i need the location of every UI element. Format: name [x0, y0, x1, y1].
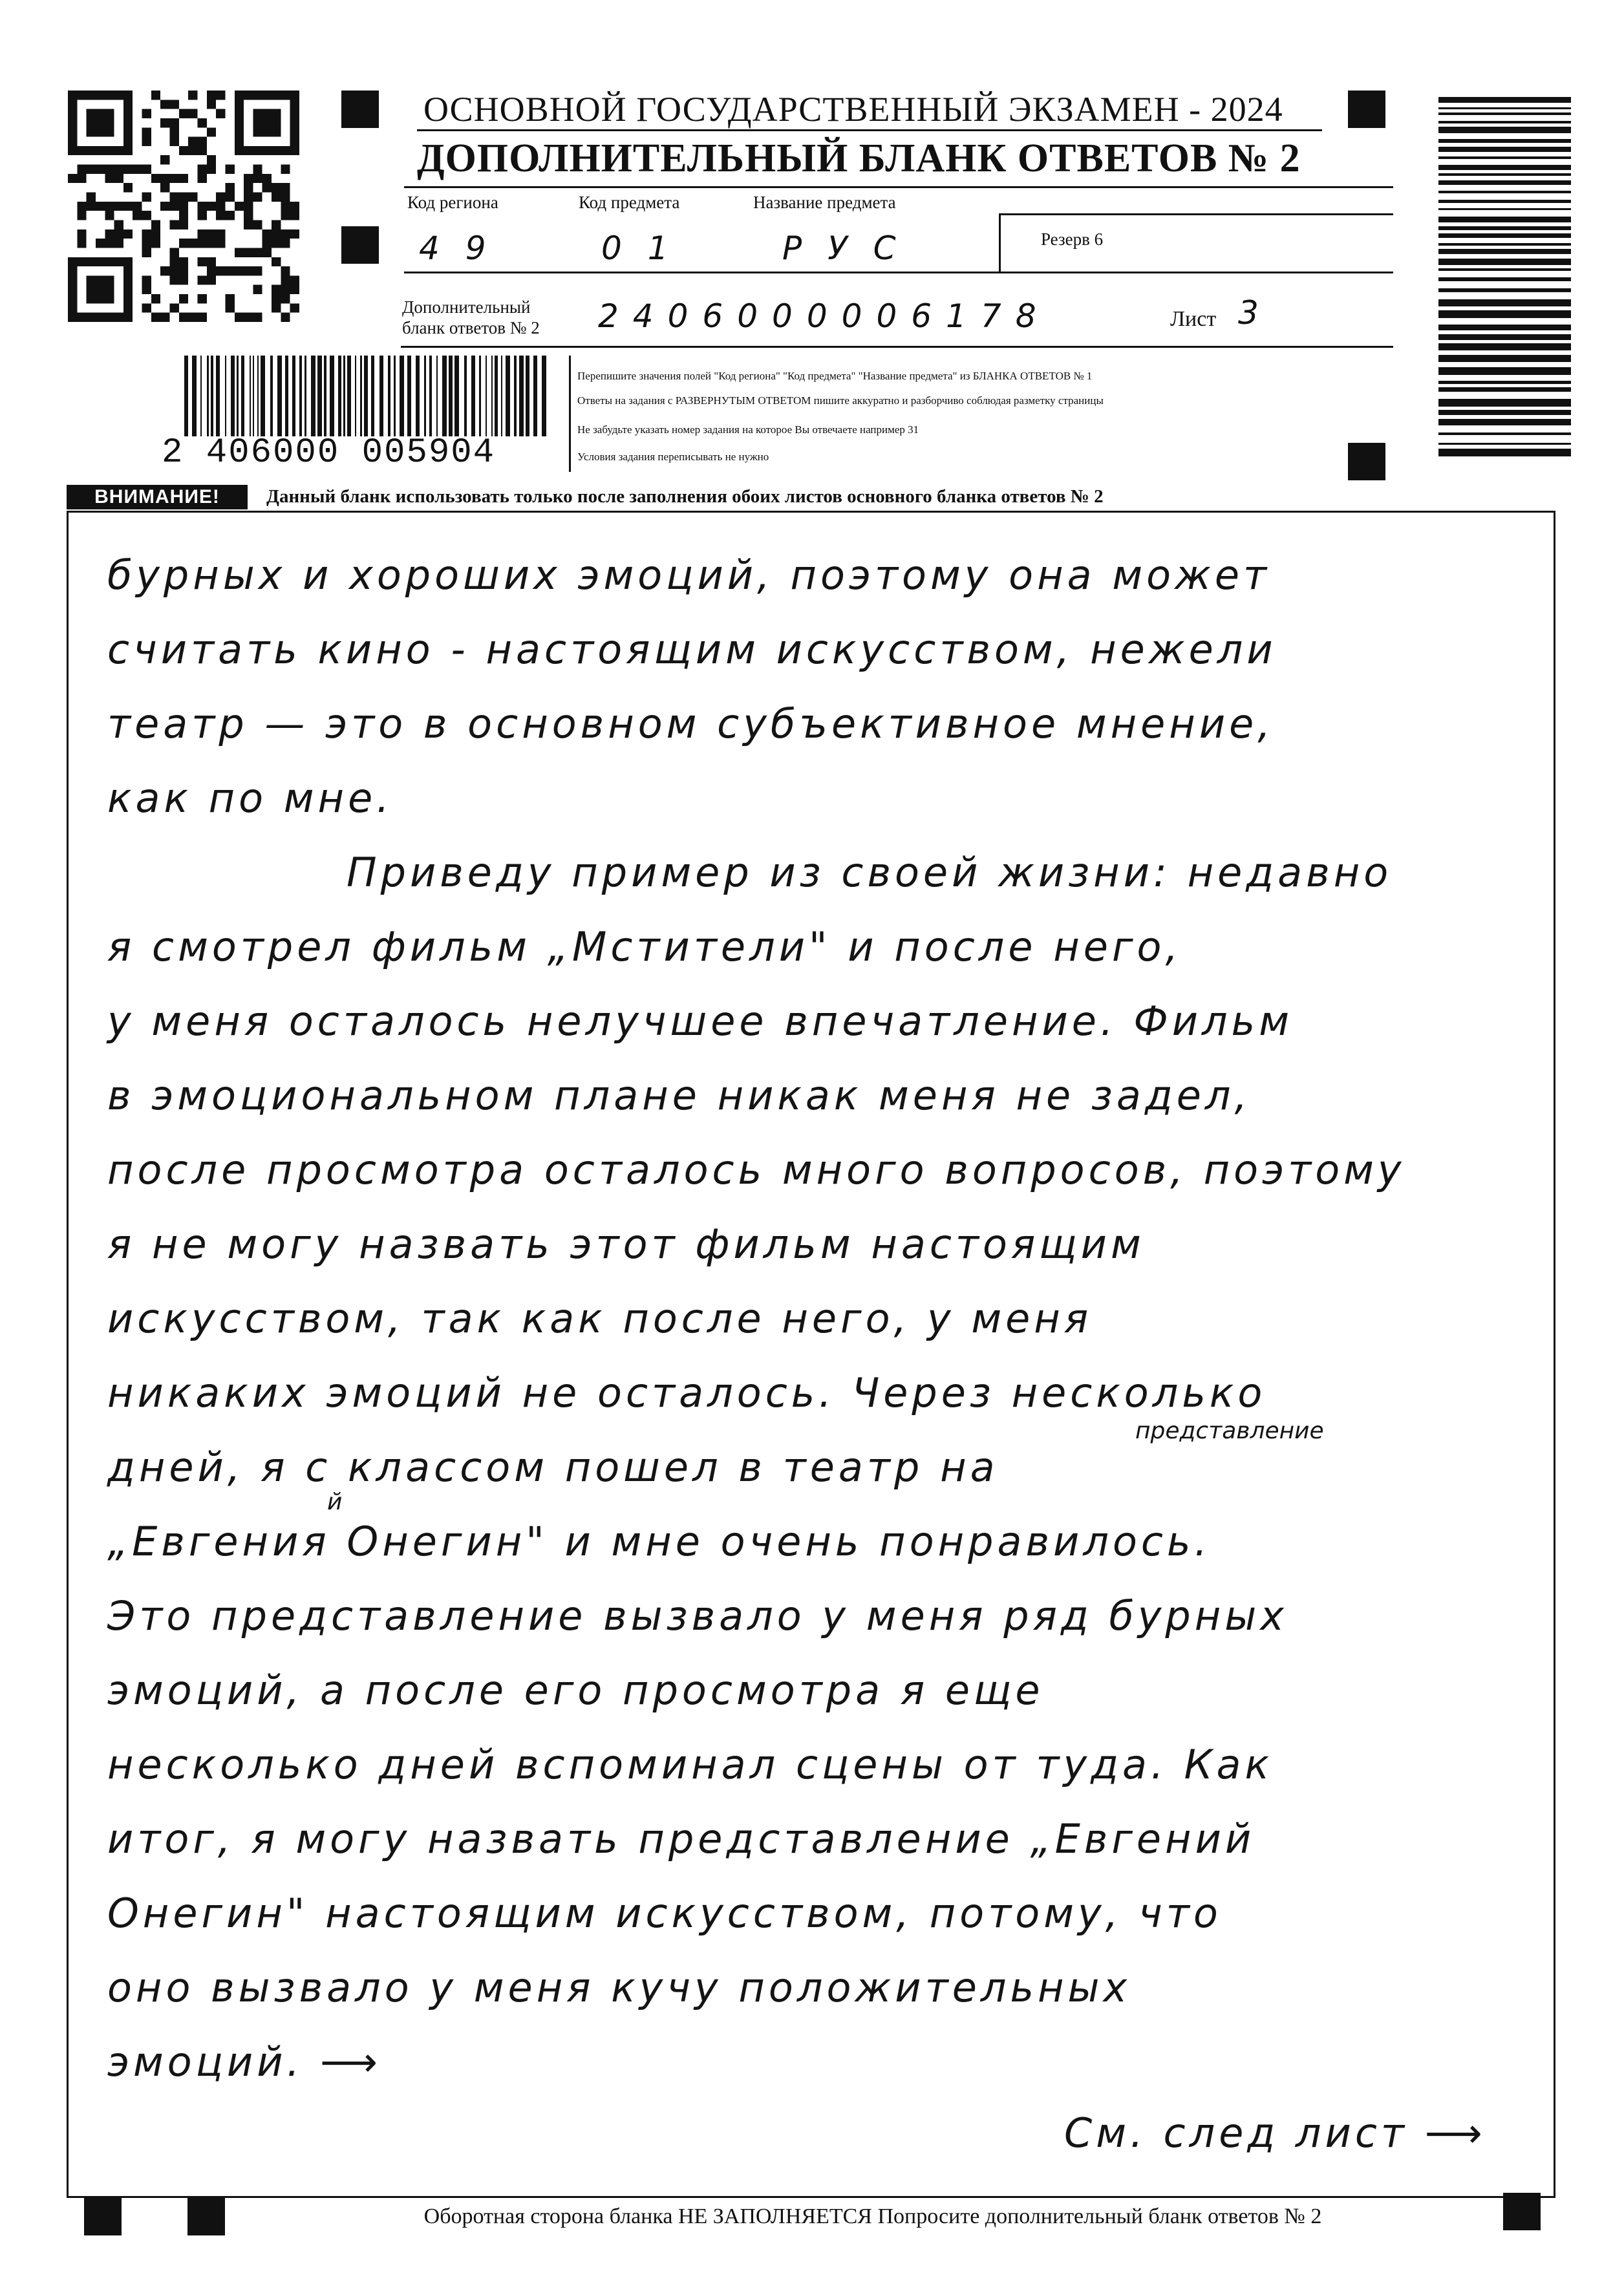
answer-line-5: Приведу пример из своей жизни: недавно	[347, 849, 1393, 896]
extra-form-label-2: бланк ответов № 2	[402, 318, 540, 337]
answer-line-18: итог, я могу назвать представление „Евгений	[107, 1815, 1255, 1862]
alignment-marker-bottom-left-1	[84, 2198, 122, 2235]
alignment-marker-bottom-left-2	[187, 2198, 225, 2235]
fields-bottom-line	[404, 272, 1393, 273]
answer-line-1: бурных и хороших эмоций, поэтому она может	[107, 551, 1271, 599]
reserve-box-left	[999, 213, 1001, 273]
instruction-line-4: Условия задания переписывать не нужно	[577, 451, 769, 463]
form-number-value: 2406000006178	[598, 297, 1051, 335]
reserve-box-top	[999, 213, 1393, 215]
exam-title: ОСНОВНОЙ ГОСУДАРСТВЕННЫЙ ЭКЗАМЕН - 2024	[423, 90, 1283, 129]
inserted-letter: й	[327, 1489, 343, 1515]
footer-note: Оборотная сторона бланка НЕ ЗАПОЛНЯЕТСЯ Попросите дополнительный бланк ответов № 2	[423, 2204, 1322, 2228]
answer-line-14: „Евгения Онегин" и мне очень понравилось.	[107, 1518, 1212, 1565]
answer-line-13: дней, я с классом пошел в театр на	[107, 1444, 999, 1491]
inserted-word: представление	[1135, 1418, 1324, 1444]
answer-line-6: я смотрел фильм „Мстители" и после него,	[107, 923, 1182, 970]
alignment-marker-top-left	[341, 91, 379, 128]
alignment-marker-mid-left	[341, 226, 379, 264]
subject-name-value: РУС	[782, 229, 922, 267]
subject-name-label: Название предмета	[753, 193, 896, 212]
barcode-number: 2 406000 005904	[162, 433, 496, 473]
answer-line-4: как по мне.	[107, 774, 393, 822]
answer-line-15: Это представление вызвало у меня ряд бурных	[107, 1592, 1288, 1639]
alignment-marker-mid-right	[1348, 443, 1385, 480]
region-code-label: Код региона	[407, 193, 498, 212]
answer-line-21: эмоций. ⟶	[107, 2038, 381, 2085]
barcode-right	[1438, 97, 1571, 465]
answer-line-11: искусством, так как после него, у меня	[107, 1295, 1093, 1342]
title-divider	[417, 129, 1322, 131]
alignment-marker-top-right	[1348, 91, 1385, 128]
answer-line-16: эмоций, а после его просмотра я еще	[107, 1667, 1044, 1714]
answer-line-8: в эмоциональном плане никак меня не задел,	[107, 1072, 1252, 1119]
extra-form-label-1: Дополнительный	[402, 297, 531, 317]
instruction-line-3: Не забудьте указать номер задания на которое Вы отвечаете например 31	[577, 423, 919, 436]
instruction-line-1: Перепишите значения полей "Код региона" "Код предмета" "Название предмета" из БЛАНКА ОТВЕТОВ № 1	[577, 370, 1093, 382]
form-title-underline	[404, 186, 1393, 188]
sheet-label: Лист	[1170, 307, 1217, 331]
sheet-value: 3	[1238, 294, 1285, 332]
answer-line-17: несколько дней вспоминал сцены от туда. Как	[107, 1741, 1273, 1788]
answer-line-3: театр — это в основном субъективное мнение,	[107, 700, 1274, 747]
instruction-line-2: Ответы на задания с РАЗВЕРНУТЫМ ОТВЕТОМ пишите аккуратно и разборчиво соблюдая разметку страницы	[577, 394, 1104, 407]
form-title: ДОПОЛНИТЕЛЬНЫЙ БЛАНК ОТВЕТОВ № 2	[417, 136, 1301, 180]
attention-badge: ВНИМАНИЕ!	[67, 485, 248, 509]
subject-code-label: Код предмета	[579, 193, 680, 212]
form-number-underline	[401, 346, 1393, 348]
answer-area[interactable]	[67, 511, 1555, 2198]
answer-line-2: считать кино - настоящим искусством, нежели	[107, 626, 1277, 673]
region-code-value: 49	[419, 229, 512, 267]
qr-code	[68, 91, 299, 322]
attention-text: Данный бланк использовать только после заполнения обоих листов основного бланка ответов № 2	[266, 486, 1104, 507]
barcode-left	[184, 356, 550, 436]
answer-line-9: после просмотра осталось много вопросов, поэтому	[107, 1146, 1405, 1193]
reserve-label: Резерв 6	[1041, 229, 1104, 249]
answer-line-12: никаких эмоций не осталось. Через несколько	[107, 1369, 1266, 1416]
alignment-marker-bottom-right	[1503, 2193, 1541, 2230]
answer-line-20: оно вызвало у меня кучу положительных	[107, 1964, 1131, 2011]
subject-code-value: 01	[601, 229, 694, 267]
answer-line-7: у меня осталось нелучшее впечатление. Фильм	[107, 997, 1293, 1045]
answer-line-19: Онегин" настоящим искусством, потому, что	[107, 1890, 1222, 1937]
answer-line-10: я не могу назвать этот фильм настоящим	[107, 1221, 1145, 1268]
continuation-note: См. след лист ⟶	[1064, 2109, 1486, 2157]
instructions-left-line	[569, 356, 571, 472]
